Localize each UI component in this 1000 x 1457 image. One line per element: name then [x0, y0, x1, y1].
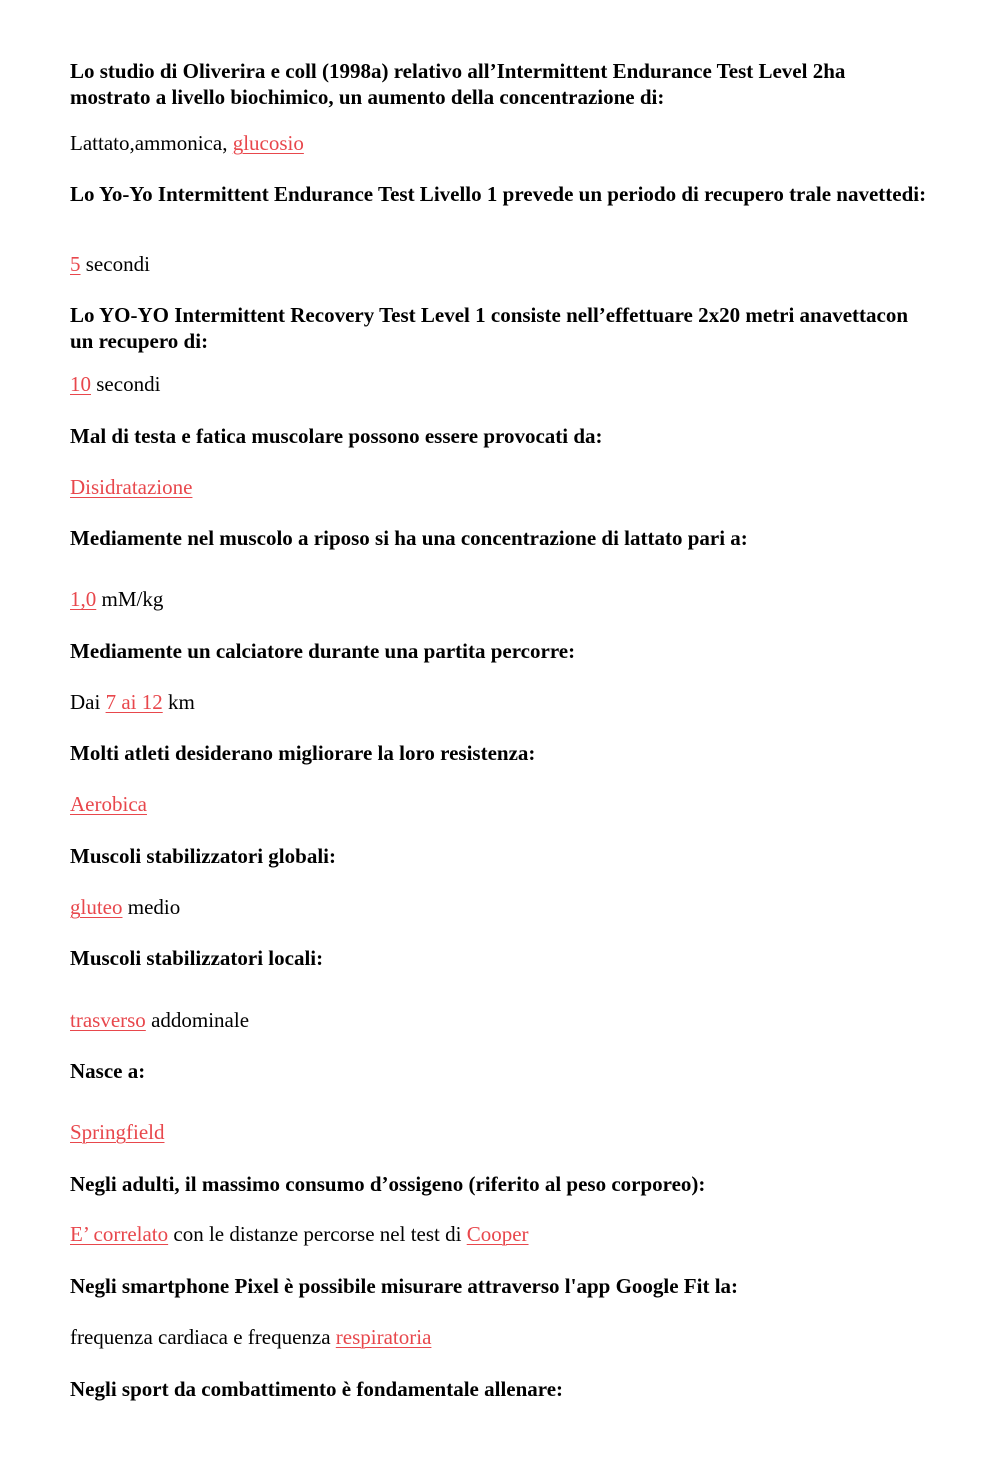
highlighted-answer: 7 ai 12 — [105, 690, 163, 714]
answer-text — [70, 251, 930, 277]
highlighted-answer: Cooper — [466, 1222, 529, 1246]
question-text: Molti atleti desiderano migliorare la loro resistenza: — [70, 741, 536, 765]
highlighted-answer: Springfield — [70, 1120, 165, 1144]
answer-text — [70, 474, 930, 500]
question-text: Negli smartphone Pixel è possibile misurare attraverso l'app Google Fit la: — [70, 1274, 739, 1298]
question-text: Nasce a: — [70, 1059, 146, 1083]
highlighted-answer: Disidratazione — [70, 475, 193, 499]
highlighted-answer: respiratoria — [335, 1325, 432, 1349]
answer-segment: secondi — [80, 252, 150, 276]
question-text: Mal di testa e fatica muscolare possono essere provocati da: — [70, 424, 603, 448]
answer-segment: medio — [122, 895, 181, 919]
answer-text — [70, 1221, 930, 1247]
answer-text — [70, 689, 930, 715]
answer-segment: mM/kg — [96, 587, 164, 611]
answer-segment: con le distanze percorse nel test di — [168, 1222, 467, 1246]
highlighted-answer: Aerobica — [70, 792, 147, 816]
answer-segment: secondi — [91, 372, 161, 396]
answer-text — [70, 1007, 930, 1033]
question-text: Lo studio di Oliverira e coll (1998a) relativo all’Intermittent Endurance Test Level 2ha mostrato a livello biochimico, un aumento della concentrazione di: — [70, 59, 846, 109]
question-text: Muscoli stabilizzatori locali: — [70, 946, 324, 970]
question-text: Mediamente un calciatore durante una partita percorre: — [70, 639, 576, 663]
answer-segment: addominale — [145, 1008, 250, 1032]
answer-text — [70, 130, 930, 156]
highlighted-answer: glucosio — [232, 131, 304, 155]
answer-segment: Lattato,ammonica, — [70, 131, 233, 155]
answer-text — [70, 586, 930, 612]
answer-segment: Dai — [70, 690, 106, 714]
question-text: Mediamente nel muscolo a riposo si ha una concentrazione di lattato pari a: — [70, 526, 748, 550]
answer-text — [70, 894, 930, 920]
answer-text — [70, 791, 930, 817]
highlighted-answer: trasverso — [70, 1008, 146, 1032]
answer-text — [70, 1119, 930, 1145]
highlighted-answer: gluteo — [70, 895, 123, 919]
highlighted-answer: 10 — [70, 372, 91, 396]
highlighted-answer: 1,0 — [70, 587, 97, 611]
highlighted-answer: E’ correlato — [70, 1222, 169, 1246]
answer-segment: frequenza cardiaca e frequenza — [70, 1325, 336, 1349]
question-text: Negli sport da combattimento è fondamentale allenare: — [70, 1377, 564, 1401]
question-text: Muscoli stabilizzatori globali: — [70, 844, 336, 868]
question-text: Negli adulti, il massimo consumo d’ossigeno (riferito al peso corporeo): — [70, 1172, 706, 1196]
answer-text — [70, 371, 930, 397]
question-text: Lo Yo-Yo Intermittent Endurance Test Livello 1 prevede un periodo di recupero trale navettedi: — [70, 182, 927, 206]
answer-segment: km — [162, 690, 195, 714]
highlighted-answer: 5 — [70, 252, 81, 276]
question-text: Lo YO-YO Intermittent Recovery Test Level 1 consiste nell’effettuare 2x20 metri anavettacon un recupero di: — [70, 303, 909, 353]
answer-text — [70, 1324, 930, 1350]
